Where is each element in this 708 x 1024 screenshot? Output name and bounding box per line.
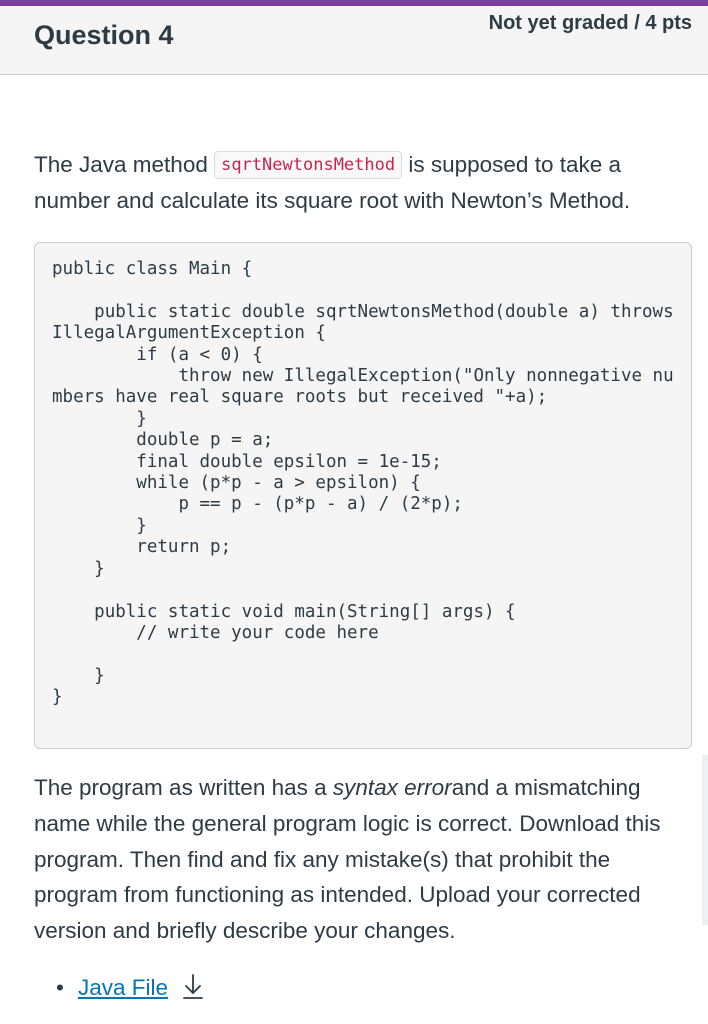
points-status: Not yet graded / 4 pts bbox=[488, 12, 692, 34]
prompt-text-after: is supposed to take a number and calculate its square root with Newton’s Method. bbox=[34, 152, 631, 213]
question-title: Question 4 bbox=[34, 20, 174, 50]
instructions-emphasis: syntax error bbox=[332, 775, 452, 800]
instructions-text-1: The program as written has a bbox=[34, 775, 333, 800]
bullet-icon: • bbox=[56, 975, 64, 1000]
instructions-paragraph bbox=[34, 770, 699, 949]
download-icon-graphic bbox=[180, 973, 206, 1001]
question-prompt bbox=[34, 147, 684, 219]
java-file-link[interactable]: Java File bbox=[78, 975, 169, 1000]
attachment-item bbox=[56, 970, 206, 1006]
code-block: public class Main { public static double sqrtNewtonsMethod(double a) throws IllegalArgumentException { if (a < 0) { throw new IllegalException("Only nonnegative numbers have real square roots but received "+a); } double p = a; final double epsilon = 1e-15; while (p*p - a > epsilon) { p == p - (p*p - a) / (2*p); } return p; } public static void main(String[] args) { // write your code here } } bbox=[34, 242, 692, 749]
prompt-text-before: The Java method bbox=[34, 152, 215, 177]
instructions-text-2: and a mismatching name while the general program logic is correct. Download this program. Then find and fix any mistake(s) that prohibit the program from functioning as intended. Upload your corrected version and briefly describe your changes. bbox=[34, 775, 661, 944]
question-header bbox=[0, 6, 708, 75]
scroll-rail bbox=[702, 755, 708, 925]
attachment-list bbox=[56, 970, 206, 1006]
inline-method-name: sqrtNewtonsMethod bbox=[214, 151, 402, 179]
download-icon[interactable] bbox=[180, 973, 206, 1001]
